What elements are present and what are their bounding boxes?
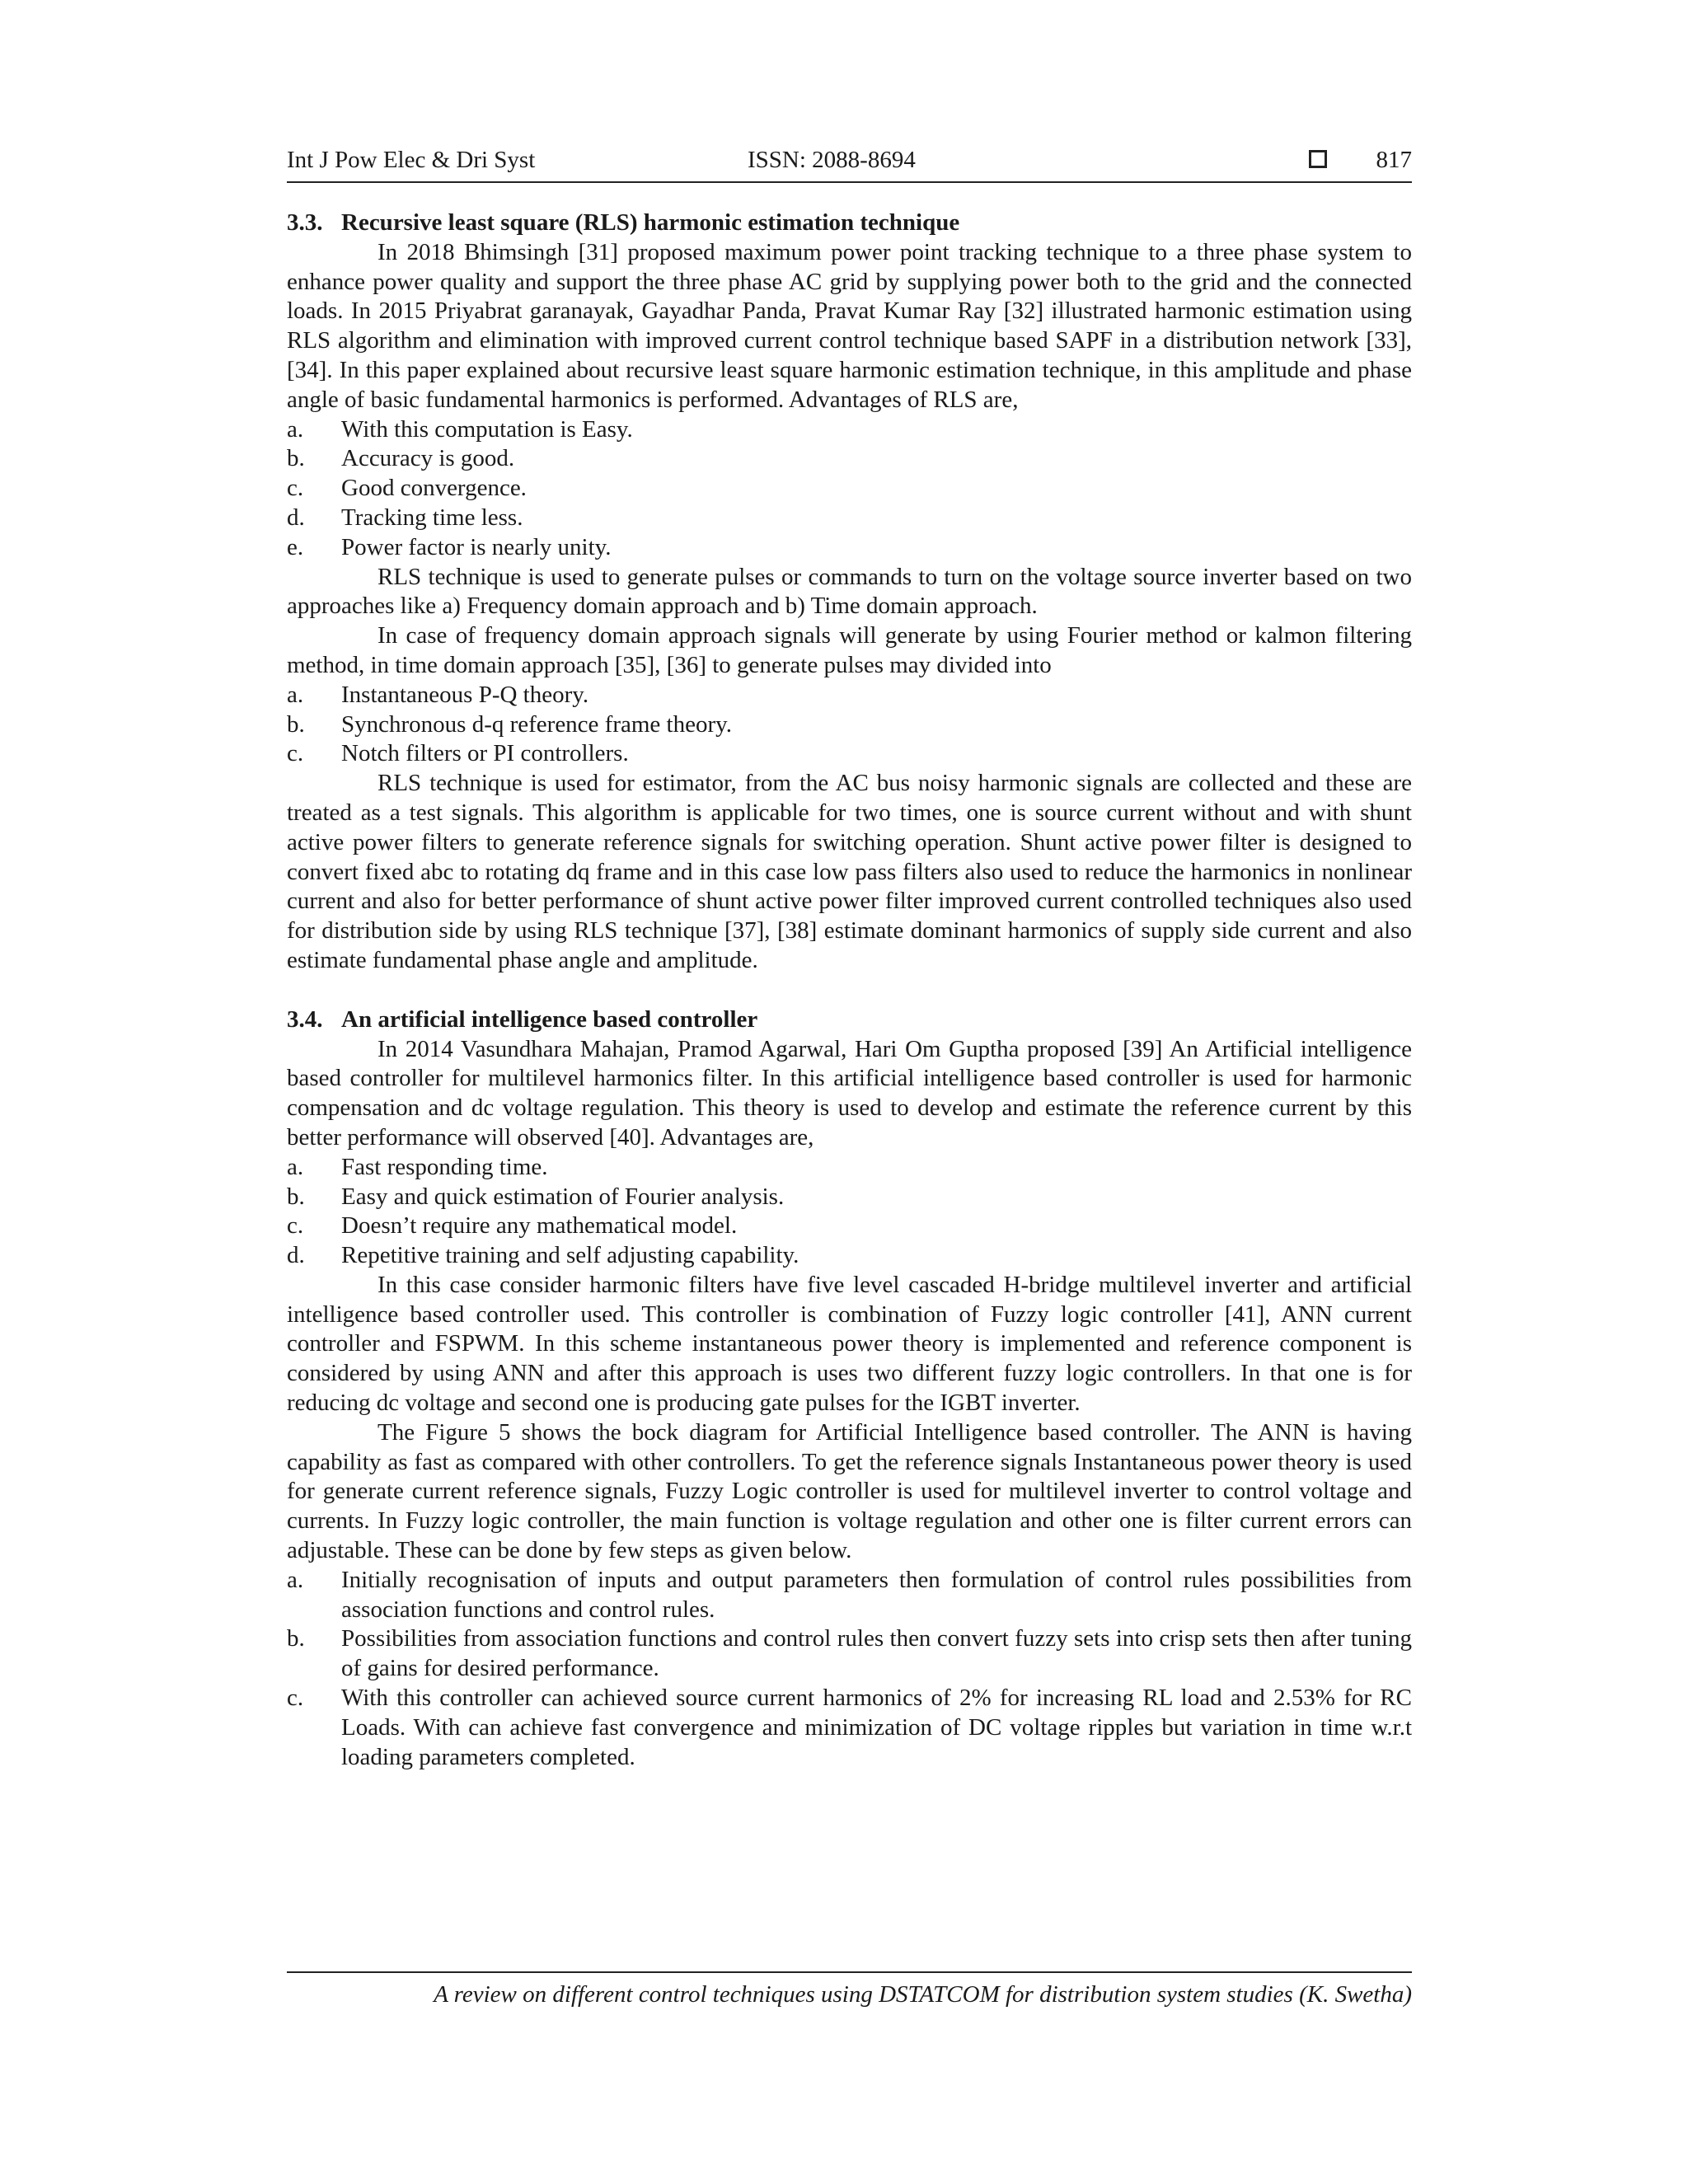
square-bullet-icon bbox=[1309, 150, 1327, 168]
list-label: e. bbox=[287, 533, 304, 560]
list-label: a. bbox=[287, 415, 304, 443]
footer-citation: A review on different control techniques using DSTATCOM for distribution system studies (K. Swetha) bbox=[434, 1981, 1412, 2008]
fuzzy-steps-list bbox=[287, 1566, 1412, 1773]
section-title: Recursive least square (RLS) harmonic estimation technique bbox=[341, 209, 960, 236]
issn: ISSN: 2088-8694 bbox=[748, 147, 916, 173]
paragraph: In 2018 Bhimsingh [31] proposed maximum power point tracking technique to a three phase system to enhance power quality and support the three phase AC grid by supplying power both to the grid and the connected loads. In 2015 Priyabrat garanayak, Gayadhar Panda, Pravat Kumar Ray [32] illustrated harmonic estimation using RLS algorithm and elimination with improved current control technique based SAPF in a distribution network [33], [34]. In this paper explained about recursive least square harmonic estimation technique, in this amplitude and phase angle of basic fundamental harmonics is performed. Advantages of RLS are, bbox=[287, 238, 1412, 413]
section-heading-3-3 bbox=[287, 209, 1412, 238]
paragraph: In this case consider harmonic filters have five level cascaded H-bridge multilevel inverter and artificial intelligence based controller used. This controller is combination of Fuzzy logic controller [41], ANN current controller and FSPWM. In this scheme instantaneous power theory is implemented and reference component is considered by using ANN and after this approach is uses two different fuzzy logic controllers. In that one is for reducing dc voltage and second one is producing gate pulses for the IGBT inverter. bbox=[287, 1271, 1412, 1417]
running-header bbox=[287, 142, 1412, 183]
list-label: c. bbox=[287, 475, 304, 502]
paragraph: The Figure 5 shows the bock diagram for Artificial Intelligence based controller. The ANN is having capability as fast as compared with other controllers. To get the reference signals Instantaneous power theory is used for generate current reference signals, Fuzzy Logic controller is used for multilevel inverter to control voltage and currents. In Fuzzy logic controller, the main function is voltage regulation and other one is filter current errors can adjustable. These can be done by few steps as given below. bbox=[287, 1418, 1412, 1564]
list-item bbox=[287, 474, 1412, 504]
list-text: Fast responding time. bbox=[341, 1153, 548, 1180]
list-label: b. bbox=[287, 445, 305, 472]
list-item bbox=[287, 1153, 1412, 1183]
list-item bbox=[287, 1624, 1412, 1684]
list-text: Possibilities from association functions and control rules then convert fuzzy sets into crisp sets then after tuning of gains for desired performance. bbox=[341, 1625, 1412, 1682]
list-label: b. bbox=[287, 1625, 305, 1652]
running-footer bbox=[287, 1971, 1412, 2008]
list-label: c. bbox=[287, 1212, 304, 1240]
list-item bbox=[287, 533, 1412, 563]
list-item bbox=[287, 681, 1412, 710]
list-item bbox=[287, 1241, 1412, 1271]
journal-name: Int J Pow Elec & Dri Syst bbox=[287, 147, 536, 173]
list-item bbox=[287, 1684, 1412, 1772]
section-title: An artificial intelligence based controller bbox=[341, 1005, 758, 1033]
list-label: c. bbox=[287, 1685, 304, 1712]
section-number: 3.4. bbox=[287, 1005, 323, 1033]
page-number: 817 bbox=[1376, 147, 1412, 173]
list-text: Tracking time less. bbox=[341, 504, 523, 531]
list-item bbox=[287, 739, 1412, 769]
list-label: a. bbox=[287, 1566, 304, 1593]
list-item bbox=[287, 1183, 1412, 1212]
list-text: Good convergence. bbox=[341, 475, 527, 502]
list-item bbox=[287, 415, 1412, 445]
list-label: d. bbox=[287, 1242, 305, 1269]
list-label: b. bbox=[287, 710, 305, 738]
list-text: Power factor is nearly unity. bbox=[341, 533, 612, 560]
ai-advantages-list bbox=[287, 1153, 1412, 1271]
time-domain-list bbox=[287, 681, 1412, 769]
page-body bbox=[287, 209, 1412, 1772]
section-number: 3.3. bbox=[287, 209, 323, 236]
list-item bbox=[287, 710, 1412, 740]
list-text: Accuracy is good. bbox=[341, 445, 515, 472]
list-text: Repetitive training and self adjusting capability. bbox=[341, 1242, 799, 1269]
rls-advantages-list bbox=[287, 415, 1412, 563]
paragraph: In case of frequency domain approach signals will generate by using Fourier method or kalmon filtering method, in time domain approach [35], [36] to generate pulses may divided into bbox=[287, 622, 1412, 678]
list-item bbox=[287, 504, 1412, 533]
list-text: Doesn’t require any mathematical model. bbox=[341, 1212, 738, 1240]
list-text: Initially recognisation of inputs and output parameters then formulation of control rules possibilities from association functions and control rules. bbox=[341, 1566, 1412, 1623]
list-item bbox=[287, 444, 1412, 474]
list-item bbox=[287, 1566, 1412, 1625]
list-text: With this controller can achieved source current harmonics of 2% for increasing RL load and 2.53% for RC Loads. With can achieve fast convergence and minimization of DC voltage ripples but variation in time w.r.t loading parameters completed. bbox=[341, 1685, 1412, 1770]
section-heading-3-4 bbox=[287, 1005, 1412, 1035]
list-text: Synchronous d-q reference frame theory. bbox=[341, 710, 732, 738]
paragraph: RLS technique is used to generate pulses or commands to turn on the voltage source inverter based on two approaches like a) Frequency domain approach and b) Time domain approach. bbox=[287, 563, 1412, 620]
section-spacer bbox=[287, 976, 1412, 1005]
list-label: a. bbox=[287, 1153, 304, 1180]
list-label: a. bbox=[287, 681, 304, 708]
list-text: Notch filters or PI controllers. bbox=[341, 740, 629, 767]
list-text: Easy and quick estimation of Fourier analysis. bbox=[341, 1183, 785, 1210]
paragraph: In 2014 Vasundhara Mahajan, Pramod Agarwal, Hari Om Guptha proposed [39] An Artificial intelligence based controller for multilevel harmonics filter. In this artificial intelligence based controller is used for harmonic compensation and dc voltage regulation. This theory is used to develop and estimate the reference current by this better performance will observed [40]. Advantages are, bbox=[287, 1035, 1412, 1151]
list-text: With this computation is Easy. bbox=[341, 415, 633, 443]
list-label: d. bbox=[287, 504, 305, 531]
list-label: b. bbox=[287, 1183, 305, 1210]
list-text: Instantaneous P-Q theory. bbox=[341, 681, 589, 708]
list-item bbox=[287, 1212, 1412, 1241]
paragraph: RLS technique is used for estimator, from the AC bus noisy harmonic signals are collected and these are treated as a test signals. This algorithm is applicable for two times, one is source current without and with shunt active power filters to generate reference signals for switching operation. Shunt active power filter is designed to convert fixed abc to rotating dq frame and in this case low pass filters also used to reduce the harmonics in nonlinear current and also for better performance of shunt active power filter improved current controlled techniques also used for distribution side by using RLS technique [37], [38] estimate dominant harmonics of supply side current and also estimate fundamental phase angle and amplitude. bbox=[287, 770, 1412, 973]
list-label: c. bbox=[287, 740, 304, 767]
